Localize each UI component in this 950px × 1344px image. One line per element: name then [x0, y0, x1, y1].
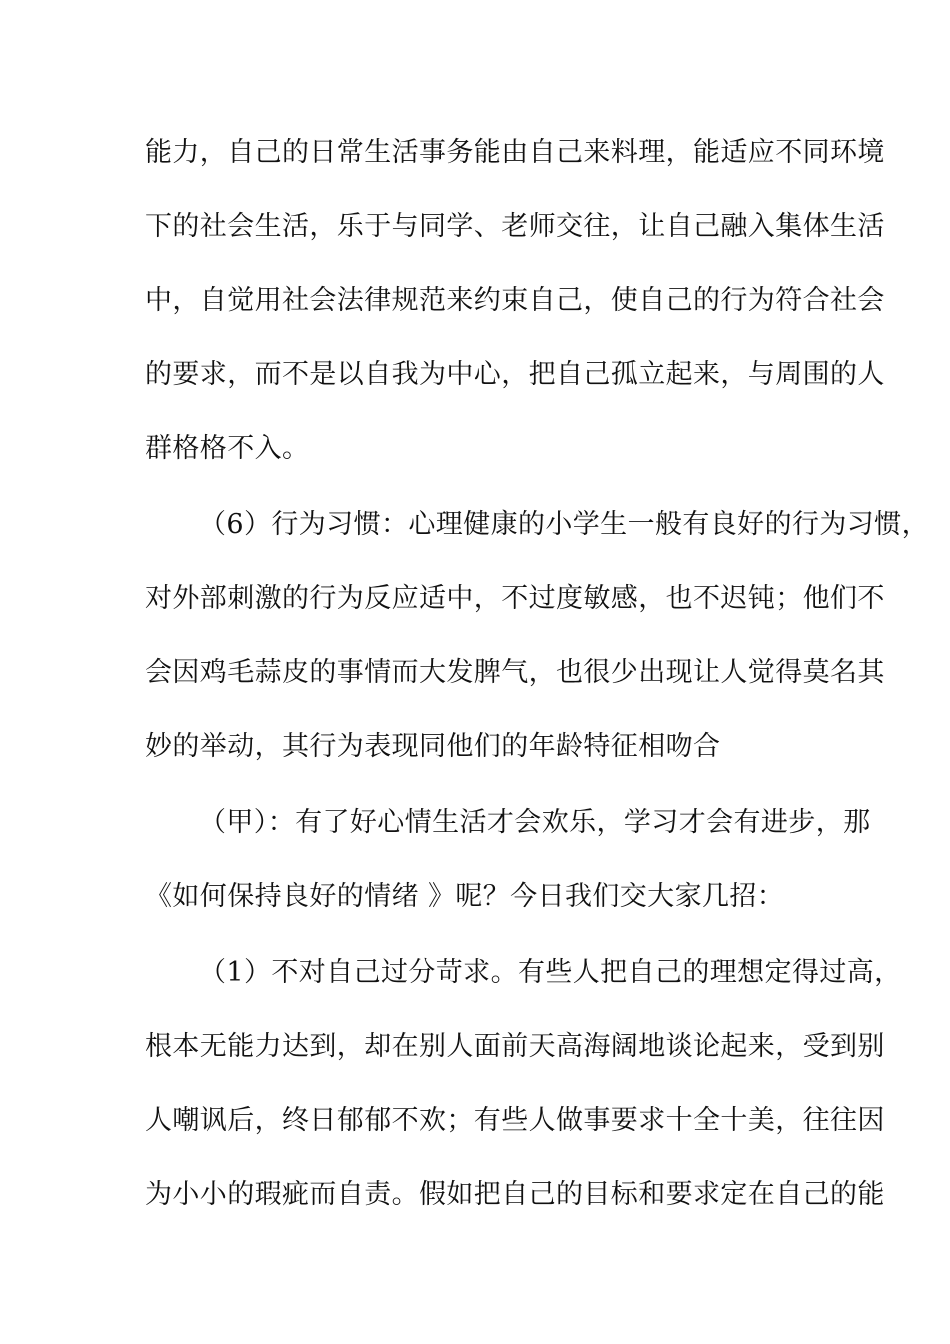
paragraph-line: （1）不对自己过分苛求。有些人把自己的理想定得过高， [199, 957, 902, 988]
paragraph-line: （甲）：有了好心情生活才会欢乐，学习才会有进步，那 [199, 807, 871, 838]
paragraph-line: 对外部刺激的行为反应适中，不过度敏感，也不迟钝；他们不 [145, 583, 885, 614]
paragraph-line: 根本无能力达到，却在别人面前天高海阔地谈论起来，受到别 [145, 1031, 885, 1062]
paragraph-line: 能力，自己的日常生活事务能由自己来料理，能适应不同环境 [145, 137, 885, 168]
paragraph-line: 人嘲讽后，终日郁郁不欢；有些人做事要求十全十美，往往因 [145, 1105, 885, 1136]
paragraph-line: 的要求，而不是以自我为中心，把自己孤立起来，与周围的人 [145, 359, 885, 390]
paragraph-line: 会因鸡毛蒜皮的事情而大发脾气，也很少出现让人觉得莫名其 [145, 657, 885, 688]
paragraph-line: 妙的举动，其行为表现同他们的年龄特征相吻合 [145, 731, 721, 762]
paragraph-line: 群格格不入。 [145, 433, 310, 464]
paragraph-line: 下的社会生活，乐于与同学、老师交往，让自己融入集体生活 [145, 211, 885, 242]
paragraph-line: 为小小的瑕疵而自责。假如把自己的目标和要求定在自己的能 [145, 1179, 885, 1210]
paragraph-line: 中，自觉用社会法律规范来约束自己，使自己的行为符合社会 [145, 285, 885, 316]
paragraph-line: 《如何保持良好的情绪 》呢？今日我们交大家几招： [145, 881, 785, 912]
paragraph-line: （6）行为习惯：心理健康的小学生一般有良好的行为习惯， [199, 509, 929, 540]
